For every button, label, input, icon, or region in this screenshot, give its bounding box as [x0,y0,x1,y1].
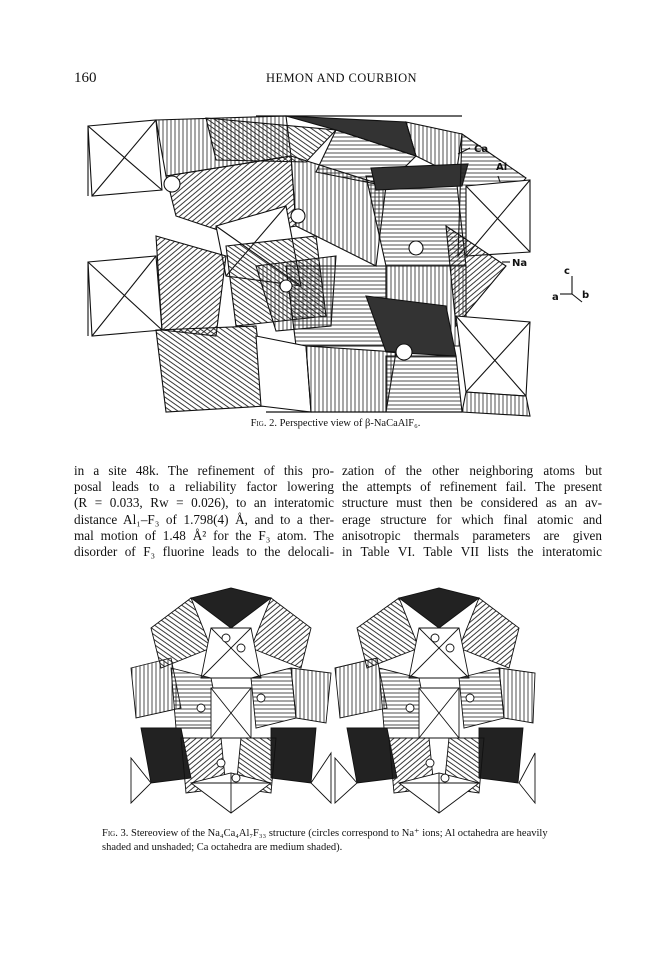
text-column-left [74,463,334,560]
figure-2-caption-text: Perspective view of β-NaCaAlF₆. [279,418,421,429]
label-al: Al [496,162,508,173]
text-line: the attempts of refinement fail. The present [342,479,602,495]
figure-2-caption [0,418,671,429]
axis-c-label: c [564,266,570,277]
figure-3-label: Fig. 3. [102,828,129,839]
text-line: erage structure for which final atomic and [342,511,602,527]
text-line: mal motion of 1.48 Å² for the F₃ atom. The [74,527,334,543]
text-line: posal leads to a reliability factor lowering [74,479,334,495]
text-line: in a site 48k. The refinement of this pro- [74,463,334,478]
text-line: in Table VI. Table VII lists the interatomic [342,544,602,560]
running-head: HEMON AND COURBION [266,71,417,85]
figure-3-stereo-left [131,588,331,813]
label-na: Na [512,258,528,269]
page-header [74,70,609,90]
text-line: disorder of F₃ fluorine leads to the delocali- [74,544,334,560]
axis-a-label: a [552,292,559,303]
label-ca: Ca [474,144,489,155]
figure-2-perspective-view [86,116,606,416]
figure-2-label: Fig. 2. [250,418,277,429]
text-line: distance Al₁–F₃ of 1.798(4) Å, and to a ther- [74,511,334,527]
text-column-right [342,463,602,560]
figure-3-caption-text: Stereoview of the Na₄Ca₄Al₇F₃₃ structure (circles correspond to Na⁺ ions; Al octahedra are heavily shaded and unshaded; Ca octahedra are medium shaded). [102,828,548,853]
text-line: anisotropic thermals parameters are given [342,527,602,543]
page-number: 160 [74,70,97,86]
text-line: (R = 0.033, Rw = 0.026), to an interatomic [74,495,334,511]
text-line: zation of the other neighboring atoms but [342,463,602,478]
text-line: structure must then be considered as an av- [342,495,602,511]
axis-b-label: b [582,290,590,301]
figure-3-stereo-right [335,588,535,813]
figure-3-caption [102,827,572,855]
